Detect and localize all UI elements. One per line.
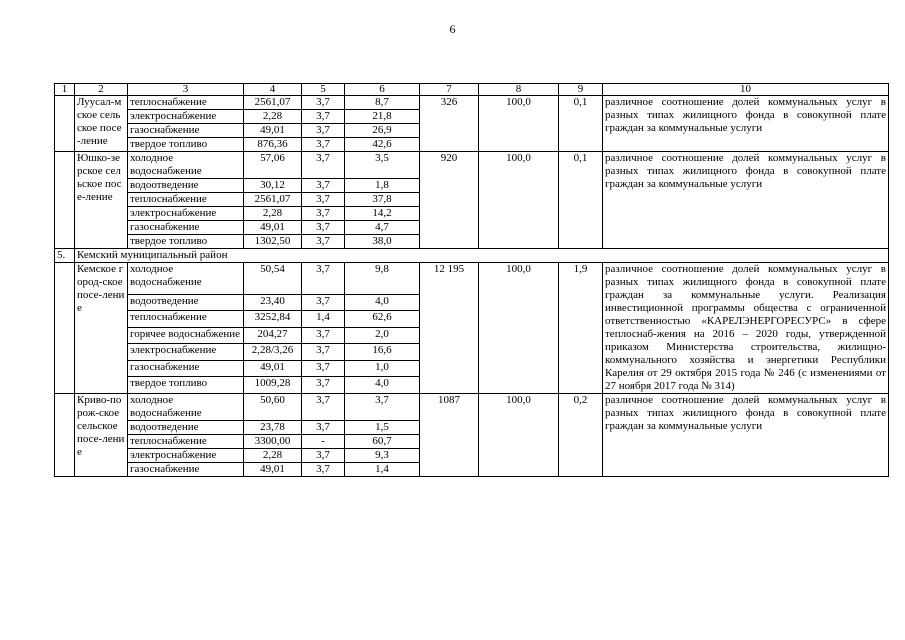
service-share: 1,0 — [345, 360, 420, 377]
population-share: 100,0 — [479, 96, 559, 152]
growth-index: 3,7 — [302, 263, 345, 295]
header-row — [55, 84, 889, 96]
service-name: холодное водоснабжение — [128, 152, 244, 179]
column-header: 2 — [75, 84, 128, 96]
tariff-value: 2,28 — [244, 110, 302, 124]
population-share: 100,0 — [479, 394, 559, 477]
tariff-value: 1009,28 — [244, 377, 302, 394]
tariff-value: 2,28/3,26 — [244, 344, 302, 361]
service-share: 38,0 — [345, 235, 420, 249]
growth-index: 1,4 — [302, 311, 345, 328]
column-header: 5 — [302, 84, 345, 96]
service-share: 14,2 — [345, 207, 420, 221]
tariff-value: 2561,07 — [244, 96, 302, 110]
growth-index: 3,7 — [302, 152, 345, 179]
row-number-cell — [55, 263, 75, 394]
tariff-value: 23,40 — [244, 294, 302, 311]
district-name: Кемский муниципальный район — [75, 249, 889, 263]
growth-index: 3,7 — [302, 449, 345, 463]
justification-note: различное соотношение долей коммунальных услуг в разных типах жилищного фонда в совокупной плате граждан за коммунальные услуги. Реализация инвестиционной программы общества с ограниченной ответственностью «КАРЕЛЭНЕРГОРЕСУРС» в сфере теплоснаб-жения на 2016 – 2020 годы, утвержденной приказом Министерства строительства, жилищно-коммунального хозяйства и энергетики Республики Карелия от 29 октября 2015 года № 246 (с изменениями от 27 ноября 2017 года № 314) — [603, 263, 889, 394]
service-name: газоснабжение — [128, 221, 244, 235]
growth-index: 3,7 — [302, 394, 345, 421]
table-row — [55, 152, 889, 179]
column-header: 7 — [420, 84, 479, 96]
service-share: 1,8 — [345, 179, 420, 193]
table-row — [55, 263, 889, 295]
service-name: водоотведение — [128, 421, 244, 435]
service-name: твердое топливо — [128, 377, 244, 394]
service-share: 16,6 — [345, 344, 420, 361]
tariff-value: 49,01 — [244, 221, 302, 235]
service-share: 21,8 — [345, 110, 420, 124]
service-name: электроснабжение — [128, 449, 244, 463]
tariff-value: 50,60 — [244, 394, 302, 421]
tariff-value: 3300,00 — [244, 435, 302, 449]
settlement-name: Юшко-зерское сельское посе-ление — [75, 152, 128, 249]
district-row — [55, 249, 889, 263]
growth-index: 3,7 — [302, 96, 345, 110]
table-row — [55, 394, 889, 421]
table-row — [55, 96, 889, 110]
service-share: 9,8 — [345, 263, 420, 295]
service-share: 62,6 — [345, 311, 420, 328]
growth-index: 3,7 — [302, 294, 345, 311]
service-name: электроснабжение — [128, 344, 244, 361]
service-name: твердое топливо — [128, 138, 244, 152]
service-name: холодное водоснабжение — [128, 394, 244, 421]
service-share: 3,7 — [345, 394, 420, 421]
region-share: 1,9 — [559, 263, 603, 394]
tariff-value: 49,01 — [244, 463, 302, 477]
justification-note: различное соотношение долей коммунальных услуг в разных типах жилищного фонда в совокупной плате граждан за коммунальные услуги — [603, 152, 889, 249]
column-header: 1 — [55, 84, 75, 96]
service-share: 60,7 — [345, 435, 420, 449]
tariff-value: 2561,07 — [244, 193, 302, 207]
growth-index: 3,7 — [302, 377, 345, 394]
growth-index: 3,7 — [302, 327, 345, 344]
service-name: горячее водоснабжение — [128, 327, 244, 344]
population-count: 1087 — [420, 394, 479, 477]
column-header: 8 — [479, 84, 559, 96]
growth-index: 3,7 — [302, 110, 345, 124]
tariff-value: 49,01 — [244, 124, 302, 138]
service-share: 4,7 — [345, 221, 420, 235]
service-name: водоотведение — [128, 179, 244, 193]
tariff-value: 3252,84 — [244, 311, 302, 328]
tariff-value: 1302,50 — [244, 235, 302, 249]
tariff-value: 204,27 — [244, 327, 302, 344]
region-share: 0,2 — [559, 394, 603, 477]
growth-index: 3,7 — [302, 344, 345, 361]
growth-index: 3,7 — [302, 235, 345, 249]
settlement-name: Луусал-мское сельское посе-ление — [75, 96, 128, 152]
region-share: 0,1 — [559, 96, 603, 152]
service-name: газоснабжение — [128, 124, 244, 138]
service-share: 3,5 — [345, 152, 420, 179]
service-name: теплоснабжение — [128, 311, 244, 328]
tariff-value: 57,06 — [244, 152, 302, 179]
table-body — [55, 84, 889, 477]
settlement-name: Кемское город-ское посе-ление — [75, 263, 128, 394]
page-number: 6 — [449, 22, 456, 36]
service-name: электроснабжение — [128, 207, 244, 221]
growth-index: 3,7 — [302, 221, 345, 235]
column-header: 9 — [559, 84, 603, 96]
population-count: 326 — [420, 96, 479, 152]
row-number-cell — [55, 394, 75, 477]
service-name: газоснабжение — [128, 463, 244, 477]
growth-index: 3,7 — [302, 421, 345, 435]
row-number-cell — [55, 152, 75, 249]
growth-index: 3,7 — [302, 138, 345, 152]
growth-index: 3,7 — [302, 124, 345, 138]
population-count: 12 195 — [420, 263, 479, 394]
service-share: 1,4 — [345, 463, 420, 477]
region-share: 0,1 — [559, 152, 603, 249]
service-name: теплоснабжение — [128, 96, 244, 110]
service-share: 4,0 — [345, 377, 420, 394]
growth-index: 3,7 — [302, 207, 345, 221]
tariff-value: 2,28 — [244, 449, 302, 463]
tariff-value: 50,54 — [244, 263, 302, 295]
justification-note: различное соотношение долей коммунальных услуг в разных типах жилищного фонда в совокупной плате граждан за коммунальные услуги — [603, 96, 889, 152]
service-share: 9,3 — [345, 449, 420, 463]
district-number: 5. — [55, 249, 75, 263]
service-share: 8,7 — [345, 96, 420, 110]
column-header: 3 — [128, 84, 244, 96]
service-name: электроснабжение — [128, 110, 244, 124]
growth-index: 3,7 — [302, 193, 345, 207]
tariff-value: 2,28 — [244, 207, 302, 221]
service-share: 1,5 — [345, 421, 420, 435]
service-name: водоотведение — [128, 294, 244, 311]
service-name: теплоснабжение — [128, 193, 244, 207]
justification-note: различное соотношение долей коммунальных услуг в разных типах жилищного фонда в совокупной плате граждан за коммунальные услуги — [603, 394, 889, 477]
growth-index: 3,7 — [302, 360, 345, 377]
population-count: 920 — [420, 152, 479, 249]
population-share: 100,0 — [479, 263, 559, 394]
tariff-table — [54, 83, 889, 477]
growth-index: - — [302, 435, 345, 449]
service-name: теплоснабжение — [128, 435, 244, 449]
service-name: газоснабжение — [128, 360, 244, 377]
service-share: 2,0 — [345, 327, 420, 344]
column-header: 4 — [244, 84, 302, 96]
tariff-value: 23,78 — [244, 421, 302, 435]
tariff-value: 30,12 — [244, 179, 302, 193]
growth-index: 3,7 — [302, 463, 345, 477]
population-share: 100,0 — [479, 152, 559, 249]
service-share: 42,6 — [345, 138, 420, 152]
service-name: твердое топливо — [128, 235, 244, 249]
service-share: 26,9 — [345, 124, 420, 138]
column-header: 10 — [603, 84, 889, 96]
settlement-name: Криво-порож-ское сельское посе-ление — [75, 394, 128, 477]
service-name: холодное водоснабжение — [128, 263, 244, 295]
tariff-value: 49,01 — [244, 360, 302, 377]
row-number-cell — [55, 96, 75, 152]
service-share: 37,8 — [345, 193, 420, 207]
growth-index: 3,7 — [302, 179, 345, 193]
tariff-value: 876,36 — [244, 138, 302, 152]
service-share: 4,0 — [345, 294, 420, 311]
column-header: 6 — [345, 84, 420, 96]
